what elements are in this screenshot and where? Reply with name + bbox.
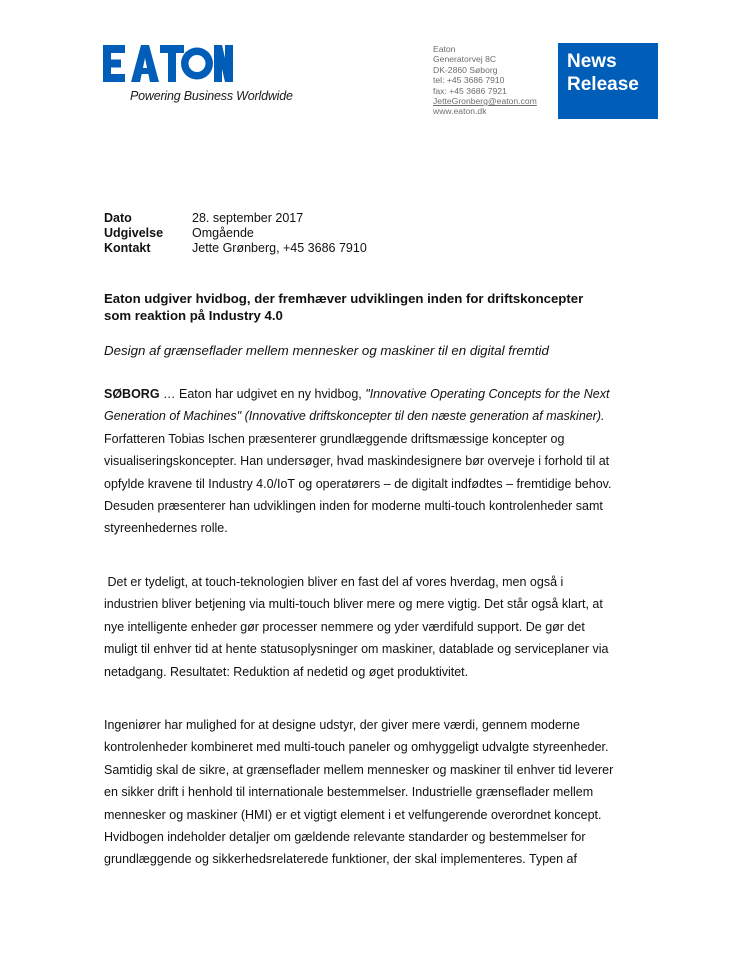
contact-fax: fax: +45 3686 7921 xyxy=(433,85,507,96)
headline-line: Eaton udgiver hvidbog, der fremhæver udviklingen inden for driftskoncepter xyxy=(104,291,584,306)
meta-value: 28. september 2017 xyxy=(192,211,304,225)
body-line: nye intelligente enheder gør processer nemmere og yder værdifuld support. De gør det xyxy=(104,619,585,634)
body-line: Ingeniører har mulighed for at designe udstyr, der giver mere værdi, gennem moderne xyxy=(104,718,580,732)
body-line: Hvidbogen indeholder detaljer om gældende relevante standarder og bestemmelser for xyxy=(104,830,586,845)
contact-address xyxy=(433,44,537,117)
body-line: Samtidig skal de sikre, at grænseflader mellem mennesker og maskiner til enhver tid leverer xyxy=(104,762,614,777)
whitepaper-title: Generation of Machines" (Innovative driftskoncepter til den næste generation af maskiner). xyxy=(104,409,605,424)
meta-value: Omgående xyxy=(192,226,254,240)
body-line: muligt til enhver tid at hente statusoplysninger om maskiner, datablade og serviceplaner via xyxy=(104,642,609,657)
body-line xyxy=(104,383,611,405)
body-line: Desuden præsenterer han udviklingen inden for moderne multi-touch kontrolenheder samt xyxy=(104,499,603,514)
contact-city: DK-2860 Søborg xyxy=(433,64,498,75)
eaton-logo xyxy=(103,44,303,108)
meta-key: Dato xyxy=(104,211,132,225)
body-line: netadgang. Resultatet: Reduktion af nedetid og øget produktivitet. xyxy=(104,664,469,679)
badge-line-1: News xyxy=(567,51,617,72)
body-line: en sikker drift i henhold til internationale bestemmelser. Industrielle grænseflader mellem xyxy=(104,785,594,800)
meta-key: Kontakt xyxy=(104,241,151,255)
meta-row-date xyxy=(104,211,367,226)
whitepaper-title: "Innovative Operating Concepts for the Next xyxy=(365,387,610,401)
contact-email-link[interactable]: JetteGronberg@eaton.com xyxy=(433,96,537,107)
body-line: kontrolenheder kombineret med multi-touch paneler og omhyggeligt udvalgte styreenheder. xyxy=(104,740,609,755)
body-paragraph-3 xyxy=(104,714,613,871)
body-line: opfylde kravene til Industry 4.0/IoT og operatørers – de digitalt indfødtes – fremtidige behov. xyxy=(104,476,612,491)
eaton-wordmark-icon xyxy=(103,44,233,84)
contact-street: Generatorvej 8C xyxy=(433,54,497,65)
body-line: Det er tydeligt, at touch-teknologien bliver en fast del af vores hverdag, men også i xyxy=(104,575,564,589)
body-text-run: … Eaton har udgivet en ny hvidbog, xyxy=(159,387,366,401)
headline-line: som reaktion på Industry 4.0 xyxy=(104,308,283,323)
body-line xyxy=(104,405,611,427)
contact-tel: tel: +45 3686 7910 xyxy=(433,75,505,86)
news-release-badge xyxy=(558,43,658,119)
badge-line-2: Release xyxy=(567,74,639,95)
meta-key: Udgivelse xyxy=(104,226,164,240)
body-line: industrien bliver betjening via multi-touch bliver mere og mere vigtig. Det står også klart, at xyxy=(104,597,603,612)
body-paragraph-1 xyxy=(104,383,611,540)
contact-web-link[interactable]: www.eaton.dk xyxy=(433,106,487,117)
logo-tagline: Powering Business Worldwide xyxy=(130,89,293,103)
body-line: styreenhedernes rolle. xyxy=(104,521,228,536)
press-release-subtitle: Design af grænseflader mellem mennesker og maskiner til en digital fremtid xyxy=(104,343,549,358)
press-release-headline xyxy=(104,290,664,324)
body-line: visualiseringskoncepter. Han undersøger, hvad maskindesignere bør overveje i forhold til at xyxy=(104,454,610,469)
body-paragraph-2 xyxy=(104,571,608,683)
body-line: Forfatteren Tobias Ischen præsenterer grundlæggende driftsmæssige koncepter og xyxy=(104,431,565,446)
body-line: grundlæggende og sikkerhedsrelaterede funktioner, der skal implementeres. Typen af xyxy=(104,852,577,867)
body-line: mennesker og maskiner (HMI) er et vigtigt element i et velfungerende overordnet koncept. xyxy=(104,807,602,822)
meta-row-release xyxy=(104,226,367,241)
meta-value: Jette Grønberg, +45 3686 7910 xyxy=(192,241,367,255)
contact-company: Eaton xyxy=(433,44,456,54)
dateline: SØBORG xyxy=(104,387,160,401)
release-meta xyxy=(104,211,367,256)
meta-row-contact xyxy=(104,241,367,256)
